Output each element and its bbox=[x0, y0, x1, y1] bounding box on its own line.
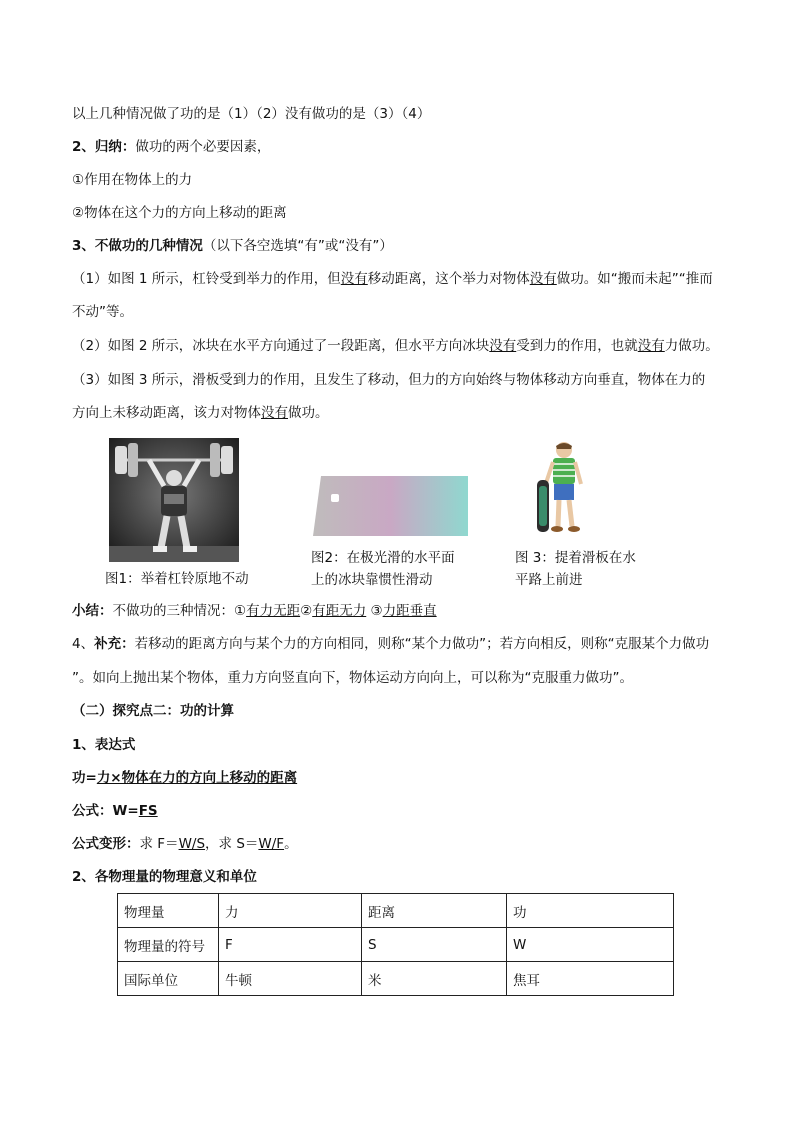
text: （2）如图 2 所示，冰块在水平方向通过了一段距离，但水平方向冰块 bbox=[72, 338, 490, 354]
text: 方向上未移动距离，该力对物体 bbox=[72, 405, 261, 421]
table-row bbox=[118, 928, 674, 962]
text: （以下各空选填“有”或“没有”） bbox=[202, 238, 393, 254]
figure-boy-skateboard bbox=[531, 440, 593, 538]
figure-2-caption bbox=[311, 547, 455, 591]
text: 做功的两个必要因素， bbox=[135, 139, 271, 155]
line-work-done-cases bbox=[72, 104, 430, 124]
text: （3）如图 3 所示，滑板受到力的作用，且发生了移动，但力的方向始终与物体移动方向垂直，物体在力的 bbox=[72, 372, 706, 388]
text: ② bbox=[300, 603, 313, 619]
line-case-1 bbox=[72, 269, 713, 289]
bold-label: 补充： bbox=[94, 636, 135, 652]
line-formula-variants bbox=[72, 834, 298, 854]
answer-blank: 没有 bbox=[340, 271, 368, 287]
line-case-1-cont bbox=[72, 302, 133, 322]
table-cell: 国际单位 bbox=[118, 962, 219, 996]
table-cell: 力 bbox=[219, 894, 362, 928]
table-cell: W bbox=[507, 928, 674, 962]
bold-label: 3、不做功的几种情况 bbox=[72, 238, 203, 254]
caption-text: 图1：举着杠铃原地不动 bbox=[105, 571, 249, 587]
caption-line: 平路上前进 bbox=[515, 572, 583, 588]
heading-expression bbox=[72, 735, 135, 755]
table-cell: 米 bbox=[362, 962, 507, 996]
answer-blank: 没有 bbox=[489, 338, 517, 354]
figure-3-caption bbox=[515, 547, 636, 591]
answer-blank: 没有 bbox=[261, 405, 288, 421]
ice-block-illustration bbox=[311, 474, 469, 538]
table-cell: S bbox=[362, 928, 507, 962]
text: 若移动的距离方向与某个力的方向相同，则称“某个力做功”；若方向相反，则称“克服某个力做功 bbox=[134, 636, 710, 652]
line-summary bbox=[72, 601, 437, 621]
weightlifter-illustration bbox=[109, 438, 239, 562]
table-row bbox=[118, 894, 674, 928]
text: ①作用在物体上的力 bbox=[72, 172, 193, 188]
line-supplement bbox=[72, 634, 709, 654]
line-no-work-heading bbox=[72, 236, 393, 256]
table-cell: 焦耳 bbox=[507, 962, 674, 996]
table-cell: F bbox=[219, 928, 362, 962]
caption-line: 图 3：提着滑板在水 bbox=[515, 550, 636, 566]
answer-blank: W/S bbox=[178, 836, 206, 852]
text: 做功。如“搬而未起”“推而 bbox=[556, 271, 713, 287]
text: 不动”等。 bbox=[72, 304, 133, 320]
table-cell: 牛顿 bbox=[219, 962, 362, 996]
answer-blank: FS bbox=[138, 803, 158, 819]
figure-ice-block bbox=[311, 474, 469, 538]
text: 不做功的三种情况：① bbox=[112, 603, 247, 619]
text: 4、 bbox=[72, 636, 95, 652]
bold-label: 2、归纳： bbox=[72, 139, 136, 155]
table-cell: 功 bbox=[507, 894, 674, 928]
answer-blank: 力距垂直 bbox=[382, 603, 437, 619]
answer-blank: 有距无力 bbox=[312, 603, 367, 619]
table-row bbox=[118, 962, 674, 996]
text: ，求 S＝ bbox=[205, 836, 259, 852]
table-cell: 物理量的符号 bbox=[118, 928, 219, 962]
text: 力做功。 bbox=[664, 338, 719, 354]
answer-blank: 有力无距 bbox=[246, 603, 301, 619]
line-factor-1 bbox=[72, 170, 192, 190]
answer-blank: 没有 bbox=[637, 338, 665, 354]
text: （1）如图 1 所示，杠铃受到举力的作用，但 bbox=[72, 271, 341, 287]
line-supplement-cont bbox=[72, 668, 633, 688]
line-work-definition bbox=[72, 768, 297, 788]
quantities-table bbox=[117, 893, 674, 996]
line-formula bbox=[72, 801, 158, 821]
text: 公式：W= bbox=[72, 803, 139, 819]
text: ”。如向上抛出某个物体，重力方向竖直向下，物体运动方向向上，可以称为“克服重力做功”。 bbox=[72, 670, 633, 686]
bold-label: 小结： bbox=[72, 603, 113, 619]
text: ②物体在这个力的方向上移动的距离 bbox=[72, 205, 287, 221]
answer-blank: 没有 bbox=[529, 271, 557, 287]
line-case-3-cont bbox=[72, 403, 329, 423]
text: 移动距离，这个举力对物体 bbox=[367, 271, 530, 287]
answer-blank: 力×物体在力的方向上移动的距离 bbox=[96, 770, 298, 786]
line-factor-2 bbox=[72, 203, 287, 223]
table-cell: 距离 bbox=[362, 894, 507, 928]
boy-skateboard-illustration bbox=[531, 440, 593, 538]
bold-label: 公式变形： bbox=[72, 836, 140, 852]
line-case-2 bbox=[72, 336, 719, 356]
text: 1、表达式 bbox=[72, 737, 136, 753]
text: 功= bbox=[72, 770, 97, 786]
text: 。 bbox=[284, 836, 298, 852]
text: 求 F＝ bbox=[139, 836, 179, 852]
text: 受到力的作用，也就 bbox=[516, 338, 638, 354]
section-heading-work-calc bbox=[72, 701, 234, 721]
text: （二）探究点二：功的计算 bbox=[72, 703, 234, 719]
figure-1-caption bbox=[105, 568, 249, 590]
caption-line: 上的冰块靠惯性滑动 bbox=[311, 572, 433, 588]
text: 2、各物理量的物理意义和单位 bbox=[72, 869, 257, 885]
heading-physical-quantities bbox=[72, 867, 257, 887]
table-cell: 物理量 bbox=[118, 894, 219, 928]
answer-blank: W/F bbox=[258, 836, 285, 852]
text: ③ bbox=[366, 603, 383, 619]
figure-weightlifter bbox=[109, 438, 239, 562]
text: 做功。 bbox=[288, 405, 329, 421]
line-summary-heading bbox=[72, 137, 270, 157]
line-case-3 bbox=[72, 370, 705, 390]
text: 以上几种情况做了功的是（1）（2）没有做功的是（3）（4） bbox=[72, 106, 431, 122]
caption-line: 图2：在极光滑的水平面 bbox=[311, 550, 455, 566]
